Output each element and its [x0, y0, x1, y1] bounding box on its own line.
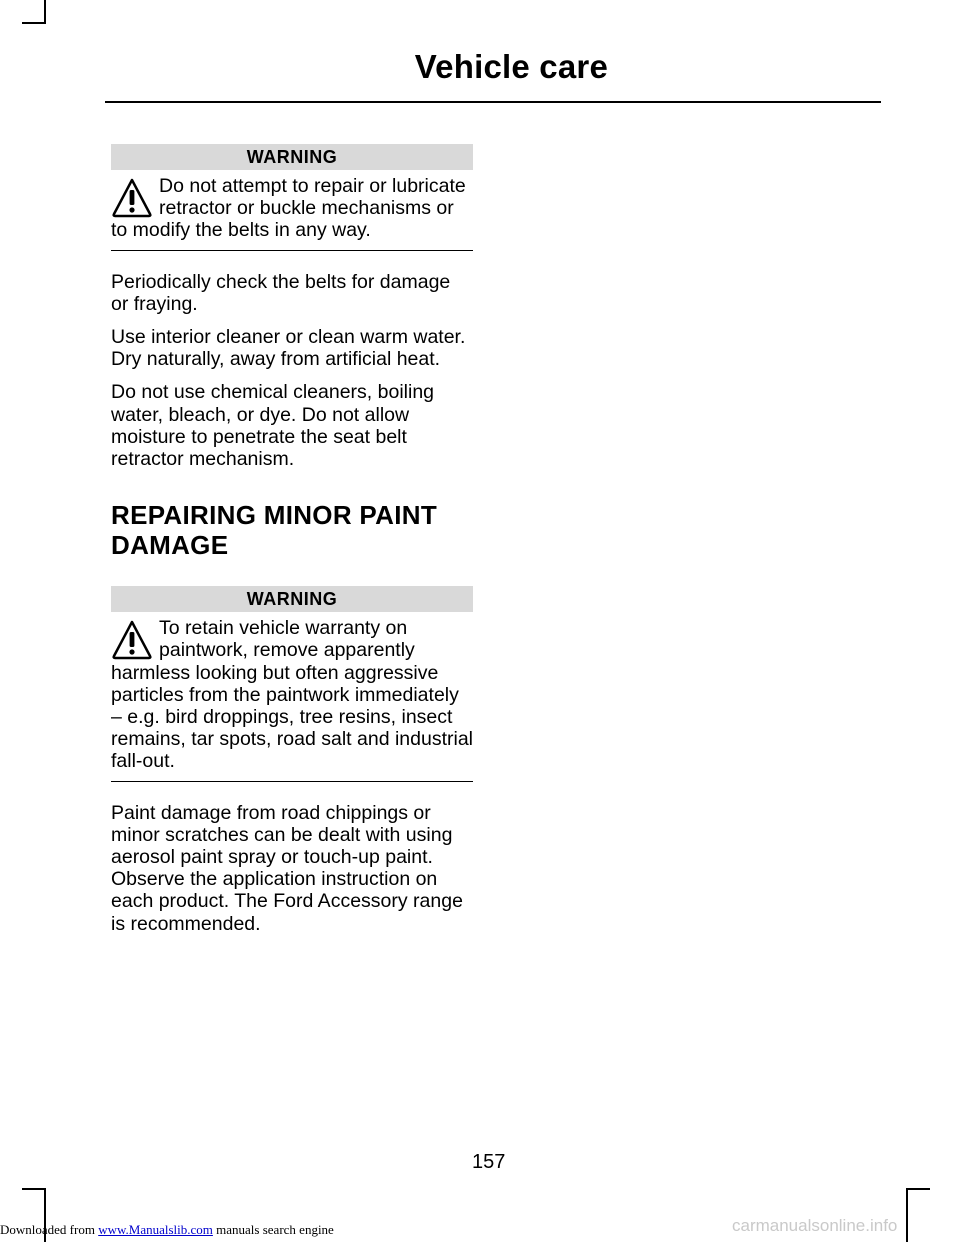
warning-triangle-icon: [111, 177, 153, 219]
crop-mark-bottom-right-vertical: [906, 1188, 908, 1242]
section-heading: REPAIRING MINOR PAINT DAMAGE: [111, 500, 438, 561]
footer-suffix: manuals search engine: [212, 1222, 334, 1237]
page-title: Vehicle care: [414, 48, 608, 85]
crop-mark-top-left-vertical: [44, 0, 46, 24]
content-column: [111, 144, 473, 946]
watermark: carmanualsonline.info: [732, 1216, 898, 1235]
footer-prefix: Downloaded from: [0, 1222, 99, 1237]
paragraph: Paint damage from road chippings or minor scratches can be dealt with using aerosol paint spray or touch-up paint. Observe the application instruction on each product. The Ford Accessory range is recommended.: [111, 801, 463, 935]
warning-body: [111, 612, 473, 781]
warning-text: Do not attempt to repair or lubricate retractor or buckle mechanisms or to modify the belts in any way.: [111, 175, 466, 242]
warning-box-seat-belt: [111, 144, 473, 251]
warning-triangle-icon: [111, 619, 153, 661]
download-footer: [0, 1222, 334, 1238]
crop-mark-bottom-left-horizontal: [22, 1188, 46, 1190]
warning-body: [111, 170, 473, 251]
manualslib-link[interactable]: www.Manualslib.com: [98, 1222, 213, 1237]
warning-box-paint: [111, 586, 473, 781]
page-number: 157: [472, 1151, 506, 1173]
warning-label: WARNING: [111, 586, 473, 612]
warning-text: To retain vehicle warranty on paintwork, remove apparently harmless looking but often aggressive particles from the paintwork immediately – e.g. bird droppings, tree resins, insect remains, tar spots, road salt and industrial fall-out.: [111, 617, 474, 773]
paragraph: Use interior cleaner or clean warm water. Dry naturally, away from artificial heat.: [111, 326, 466, 371]
warning-label: WARNING: [111, 144, 473, 170]
crop-mark-bottom-right-horizontal: [906, 1188, 930, 1190]
header-rule: [105, 101, 881, 103]
paragraph: Periodically check the belts for damage or fraying.: [111, 270, 451, 315]
crop-mark-top-left-horizontal: [22, 22, 46, 24]
paragraph: Do not use chemical cleaners, boiling water, bleach, or dye. Do not allow moisture to penetrate the seat belt retractor mechanism.: [111, 381, 435, 471]
